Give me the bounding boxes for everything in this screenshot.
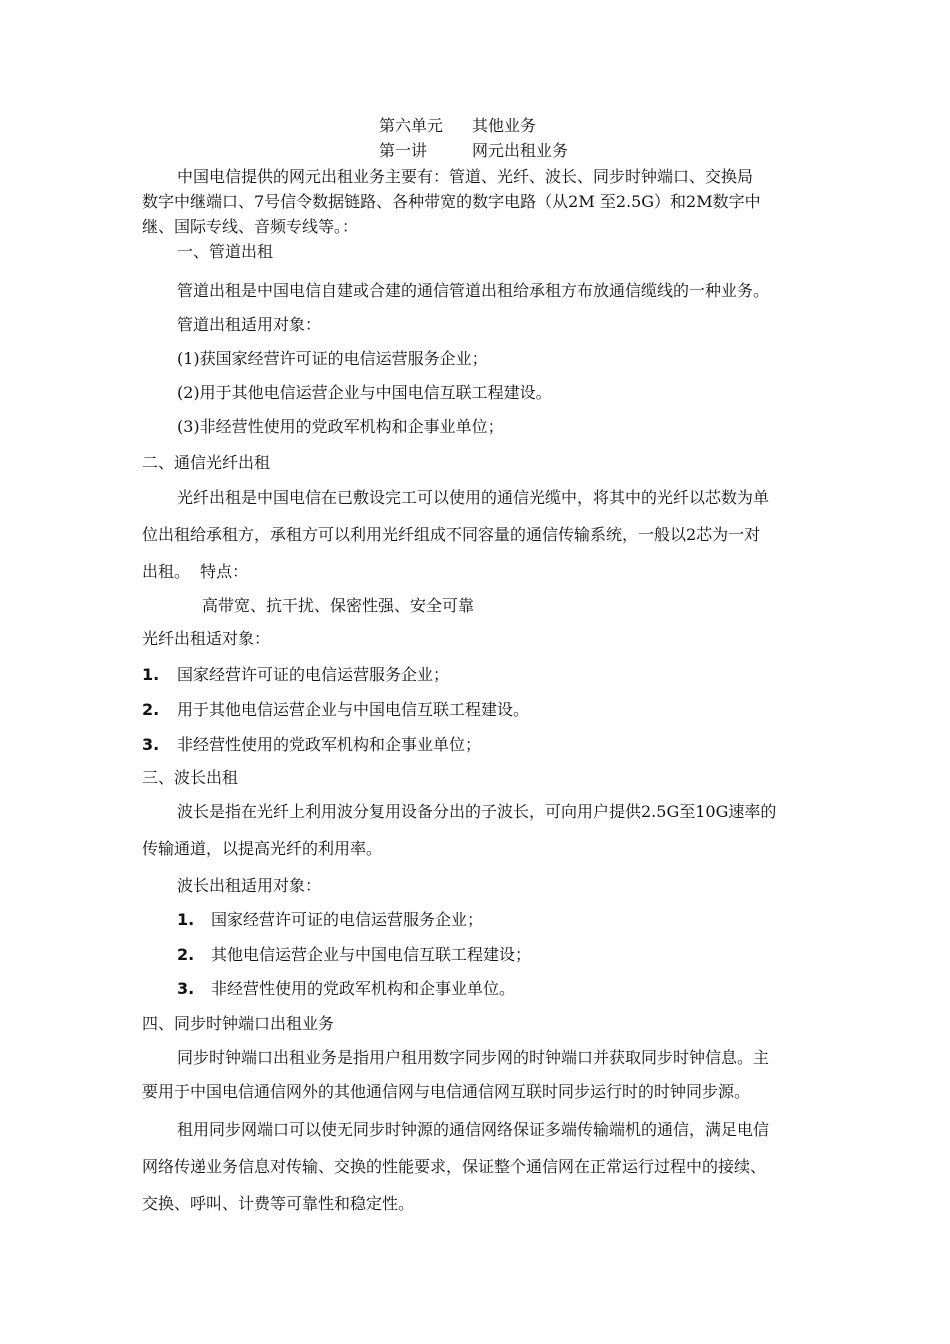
paragraph-line: 位出租给承租方，承租方可以利用光纤组成不同容量的通信传输系统，一般以2芯为一对 (142, 525, 761, 544)
paragraph-line: 租用同步网端口可以使无同步时钟源的通信网络保证多端传输端机的通信，满足电信 (177, 1120, 770, 1139)
list-number: 1. (177, 910, 195, 929)
list-item: 其他电信运营企业与中国电信互联工程建设； (211, 945, 532, 964)
paragraph-line: 交换、呼叫、计费等可靠性和稳定性。 (142, 1194, 415, 1213)
list-number: 2. (142, 700, 160, 719)
list-item: 非经营性使用的党政军机构和企事业单位。 (211, 979, 516, 998)
list-item: (3)非经营性使用的党政军机构和企事业单位； (177, 417, 504, 436)
section-heading: 三、波长出租 (142, 768, 239, 787)
list-item: 国家经营许可证的电信运营服务企业； (211, 910, 484, 929)
list-item: 非经营性使用的党政军机构和企事业单位； (177, 735, 482, 754)
paragraph-line: 要用于中国电信通信网外的其他通信网与电信通信网互联时同步运行时的时钟同步源。 (142, 1082, 751, 1101)
list-item: 国家经营许可证的电信运营服务企业； (177, 665, 450, 684)
section-heading: 二、通信光纤出租 (142, 453, 271, 472)
paragraph-line: 出租。 特点： (142, 562, 249, 581)
list-number: 3. (142, 735, 160, 754)
list-number: 3. (177, 979, 195, 998)
intro-line: 继、国际专线、音频专线等。： (142, 217, 359, 236)
paragraph-line: 波长是指在光纤上利用波分复用设备分出的子波长，可向用户提供2.5G至10G速率的 (177, 802, 777, 821)
paragraph-line: 光纤出租是中国电信在已敷设完工可以使用的通信光缆中，将其中的光纤以芯数为单 (177, 488, 770, 507)
section-heading: 一、管道出租 (177, 242, 274, 261)
section-heading: 四、同步时钟端口出租业务 (142, 1014, 335, 1033)
lecture-title: 第一讲 (379, 141, 428, 160)
list-item: 用于其他电信运营企业与中国电信互联工程建设。 (177, 700, 530, 719)
list-item: (1)获国家经营许可证的电信运营服务企业； (177, 349, 488, 368)
targets-label: 管道出租适用对象： (177, 315, 322, 334)
targets-label: 波长出租适用对象： (177, 876, 322, 895)
list-number: 2. (177, 945, 195, 964)
targets-label: 光纤出租适对象： (142, 629, 271, 648)
unit-title: 第六单元 (379, 116, 444, 135)
paragraph-line: 传输通道，以提高光纤的利用率。 (142, 839, 383, 858)
paragraph-line: 同步时钟端口出租业务是指用户租用数字同步网的时钟端口并获取同步时钟信息。主 (177, 1048, 770, 1067)
intro-line: 中国电信提供的网元出租业务主要有：管道、光纤、波长、同步时钟端口、交换局 (177, 167, 754, 186)
list-number: 1. (142, 665, 160, 684)
paragraph-line: 管道出租是中国电信自建或合建的通信管道出租给承租方布放通信缆线的一种业务。 (177, 281, 770, 300)
paragraph-line: 网络传递业务信息对传输、交换的性能要求，保证整个通信网在正常运行过程中的接续、 (142, 1157, 767, 1176)
list-item: (2)用于其他电信运营企业与中国电信互联工程建设。 (177, 383, 552, 402)
lecture-title-name: 网元出租业务 (472, 141, 569, 160)
intro-line: 数字中继端口、7号信令数据链路、各种带宽的数字电路（从2M 至2.5G）和2M数字中 (142, 192, 761, 211)
features-text: 高带宽、抗干扰、保密性强、安全可靠 (202, 596, 475, 615)
unit-title-name: 其他业务 (472, 116, 537, 135)
